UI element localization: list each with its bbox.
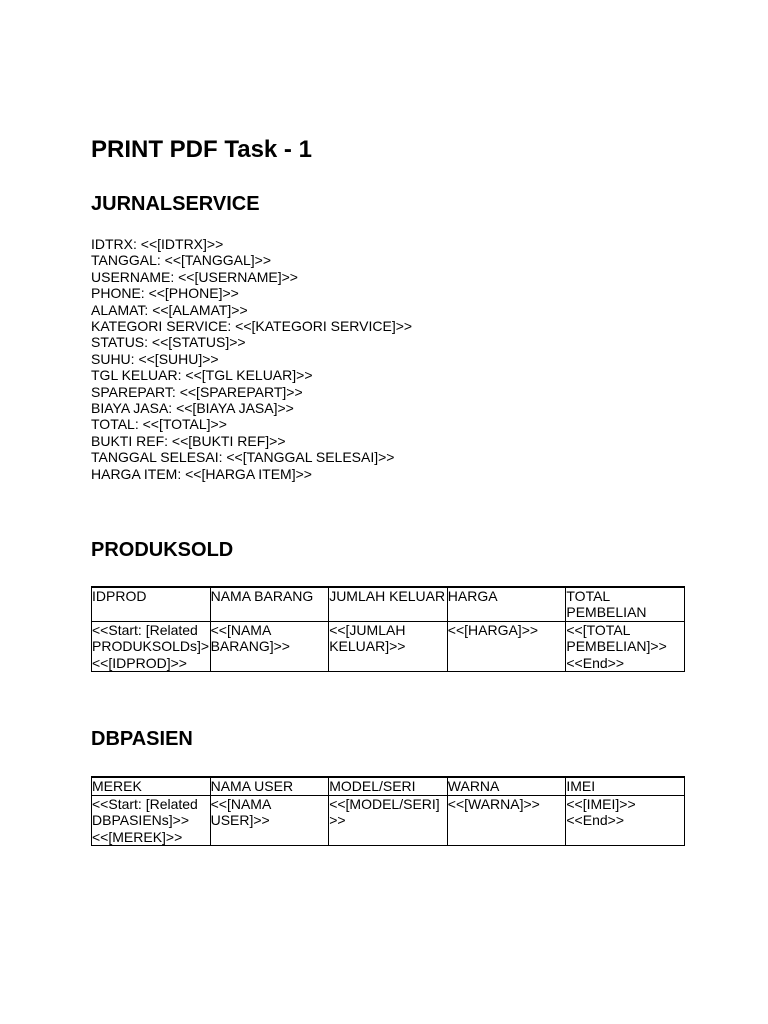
column-header: MEREK <box>92 777 211 796</box>
column-header: MODEL/SERI <box>329 777 448 796</box>
produksold-table <box>91 586 685 672</box>
column-header: NAMA USER <box>210 777 329 796</box>
field-phone: PHONE: <<[PHONE]>> <box>91 285 239 302</box>
column-header: IMEI <box>566 777 685 796</box>
table-cell: <<Start: [Related PRODUKSOLDs]><<[IDPROD]>> <box>92 622 210 671</box>
field-kategori-service: KATEGORI SERVICE: <<[KATEGORI SERVICE]>> <box>91 318 413 335</box>
jurnalservice-fields <box>91 236 412 482</box>
table-cell: <<[MODEL/SERI]>> <box>329 796 448 846</box>
table-cell: <<[TOTAL PEMBELIAN]>><<End>> <box>566 622 685 672</box>
table-cell: <<[IMEI]>><<End>> <box>566 796 685 846</box>
table-row <box>92 796 685 846</box>
table-cell: <<[WARNA]>> <box>447 796 566 846</box>
table-header-row <box>92 587 685 622</box>
table-header-row <box>92 777 685 796</box>
field-biaya-jasa: BIAYA JASA: <<[BIAYA JASA]>> <box>91 400 294 417</box>
column-header: JUMLAH KELUAR <box>329 587 448 622</box>
field-total: TOTAL: <<[TOTAL]>> <box>91 416 227 433</box>
field-tanggal-selesai: TANGGAL SELESAI: <<[TANGGAL SELESAI]>> <box>91 449 395 466</box>
page-title: PRINT PDF Task - 1 <box>91 136 312 163</box>
field-suhu: SUHU: <<[SUHU]>> <box>91 350 219 367</box>
field-status: STATUS: <<[STATUS]>> <box>91 334 246 351</box>
field-tanggal: TANGGAL: <<[TANGGAL]>> <box>91 252 271 269</box>
field-tgl-keluar: TGL KELUAR: <<[TGL KELUAR]>> <box>91 367 313 384</box>
field-alamat: ALAMAT: <<[ALAMAT]>> <box>91 301 248 318</box>
field-idtrx: IDTRX: <<[IDTRX]>> <box>91 236 224 252</box>
table-cell: <<[HARGA]>> <box>447 622 566 672</box>
field-sparepart: SPAREPART: <<[SPAREPART]>> <box>91 383 303 400</box>
section-heading-dbpasien: DBPASIEN <box>91 728 193 750</box>
field-bukti-ref: BUKTI REF: <<[BUKTI REF]>> <box>91 432 286 449</box>
column-header: TOTAL PEMBELIAN <box>566 587 685 622</box>
table-cell: <<[JUMLAH KELUAR]>> <box>329 622 448 672</box>
column-header: WARNA <box>447 777 566 796</box>
table-cell: <<Start: [Related DBPASIENs]>><<[MEREK]>> <box>92 796 211 846</box>
section-heading-produksold: PRODUKSOLD <box>91 539 234 561</box>
column-header: HARGA <box>447 587 566 622</box>
column-header: IDPROD <box>92 587 211 622</box>
section-heading-jurnalservice: JURNALSERVICE <box>91 193 260 215</box>
table-cell: <<[NAMA USER]>> <box>210 796 329 846</box>
table-row <box>92 622 685 672</box>
field-username: USERNAME: <<[USERNAME]>> <box>91 268 298 285</box>
table-cell: <<[NAMA BARANG]>> <box>210 622 329 672</box>
field-harga-item: HARGA ITEM: <<[HARGA ITEM]>> <box>91 465 312 482</box>
dbpasien-table <box>91 776 685 846</box>
column-header: NAMA BARANG <box>210 587 329 622</box>
